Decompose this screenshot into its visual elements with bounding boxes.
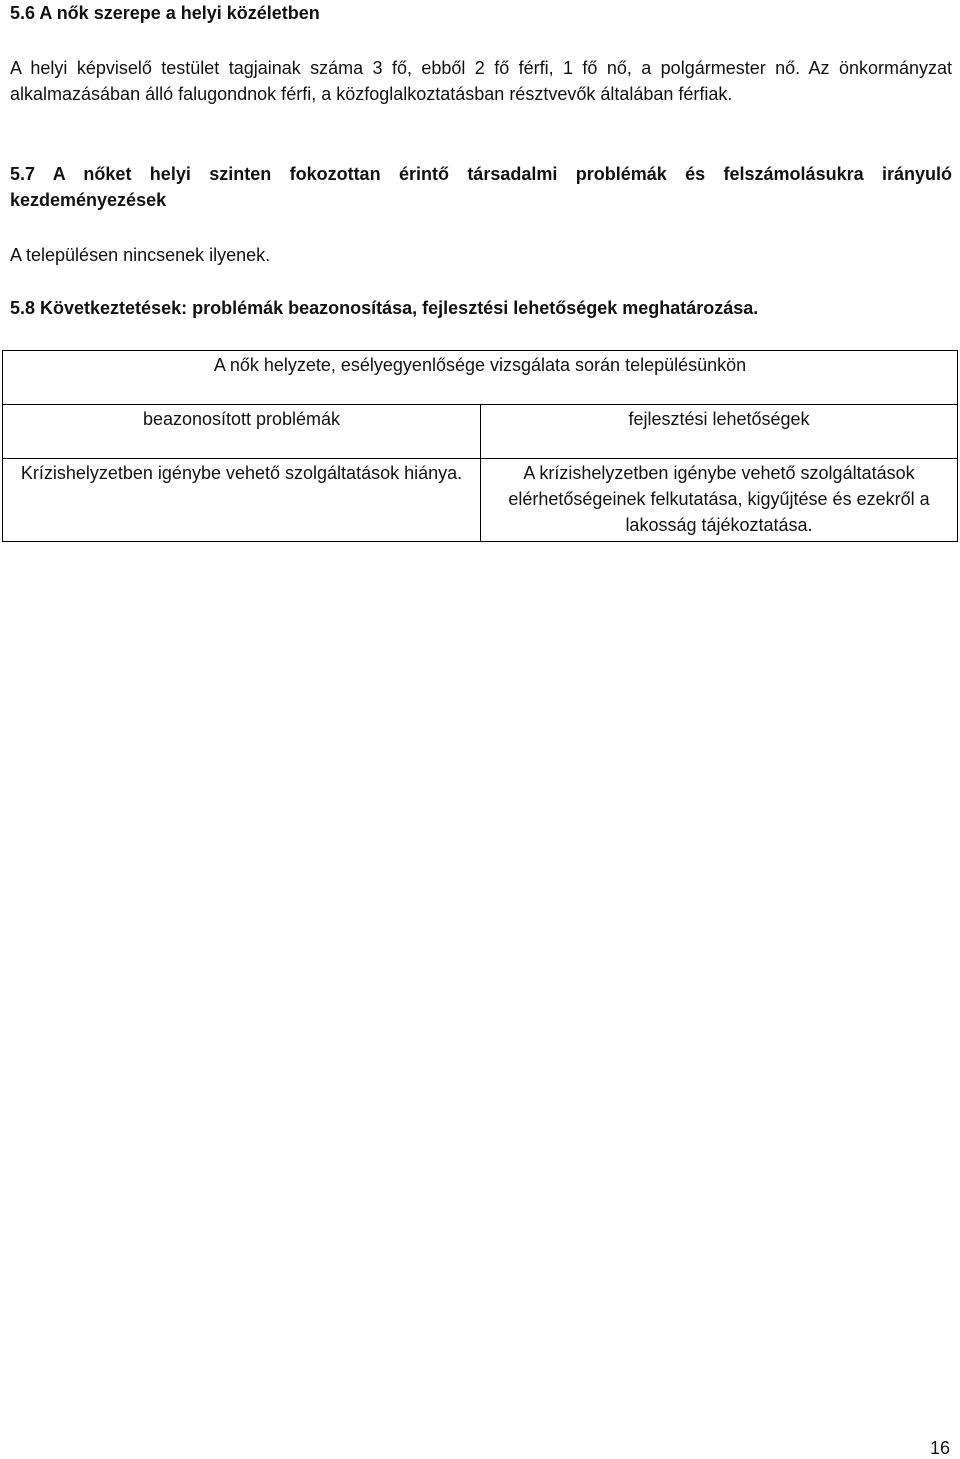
table-title: A nők helyzete, esélyegyenlősége vizsgálata során településünkön [213,355,747,375]
section-heading-5-7: 5.7 A nőket helyi szinten fokozottan érintő társadalmi problémák és felszámolásukra irányuló kezdeményezések [10,164,952,210]
section-heading-5-8: 5.8 Következtetések: problémák beazonosítása, fejlesztési lehetőségek meghatározása. [10,298,759,318]
table-title-row [3,351,957,404]
opportunity-cell: A krízishelyzetben igénybe vehető szolgáltatások elérhetőségeinek felkutatása, kigyűjtése és ezekről a lakosság tájékoztatása. [508,463,930,535]
section-heading-5-6: 5.6 A nők szerepe a helyi közéletben [10,3,320,23]
page-number: 16 [929,1438,950,1458]
column-header-problems: beazonosított problémák [3,405,481,458]
problem-cell: Krízishelyzetben igénybe vehető szolgáltatások hiánya. [3,459,481,541]
findings-table [2,350,958,542]
section-paragraph-5-7: A településen nincsenek ilyenek. [10,245,271,265]
column-header-opportunities: fejlesztési lehetőségek [628,409,810,429]
table-header-row [3,404,957,458]
section-paragraph-5-6: A helyi képviselő testület tagjainak száma 3 fő, ebből 2 fő férfi, 1 fő nő, a polgármester nő. Az önkormányzat alkalmazásában álló falugondnok férfi, a közfoglalkoztatásban résztvevők általában férfiak. [10,58,952,104]
table-row [3,458,957,541]
